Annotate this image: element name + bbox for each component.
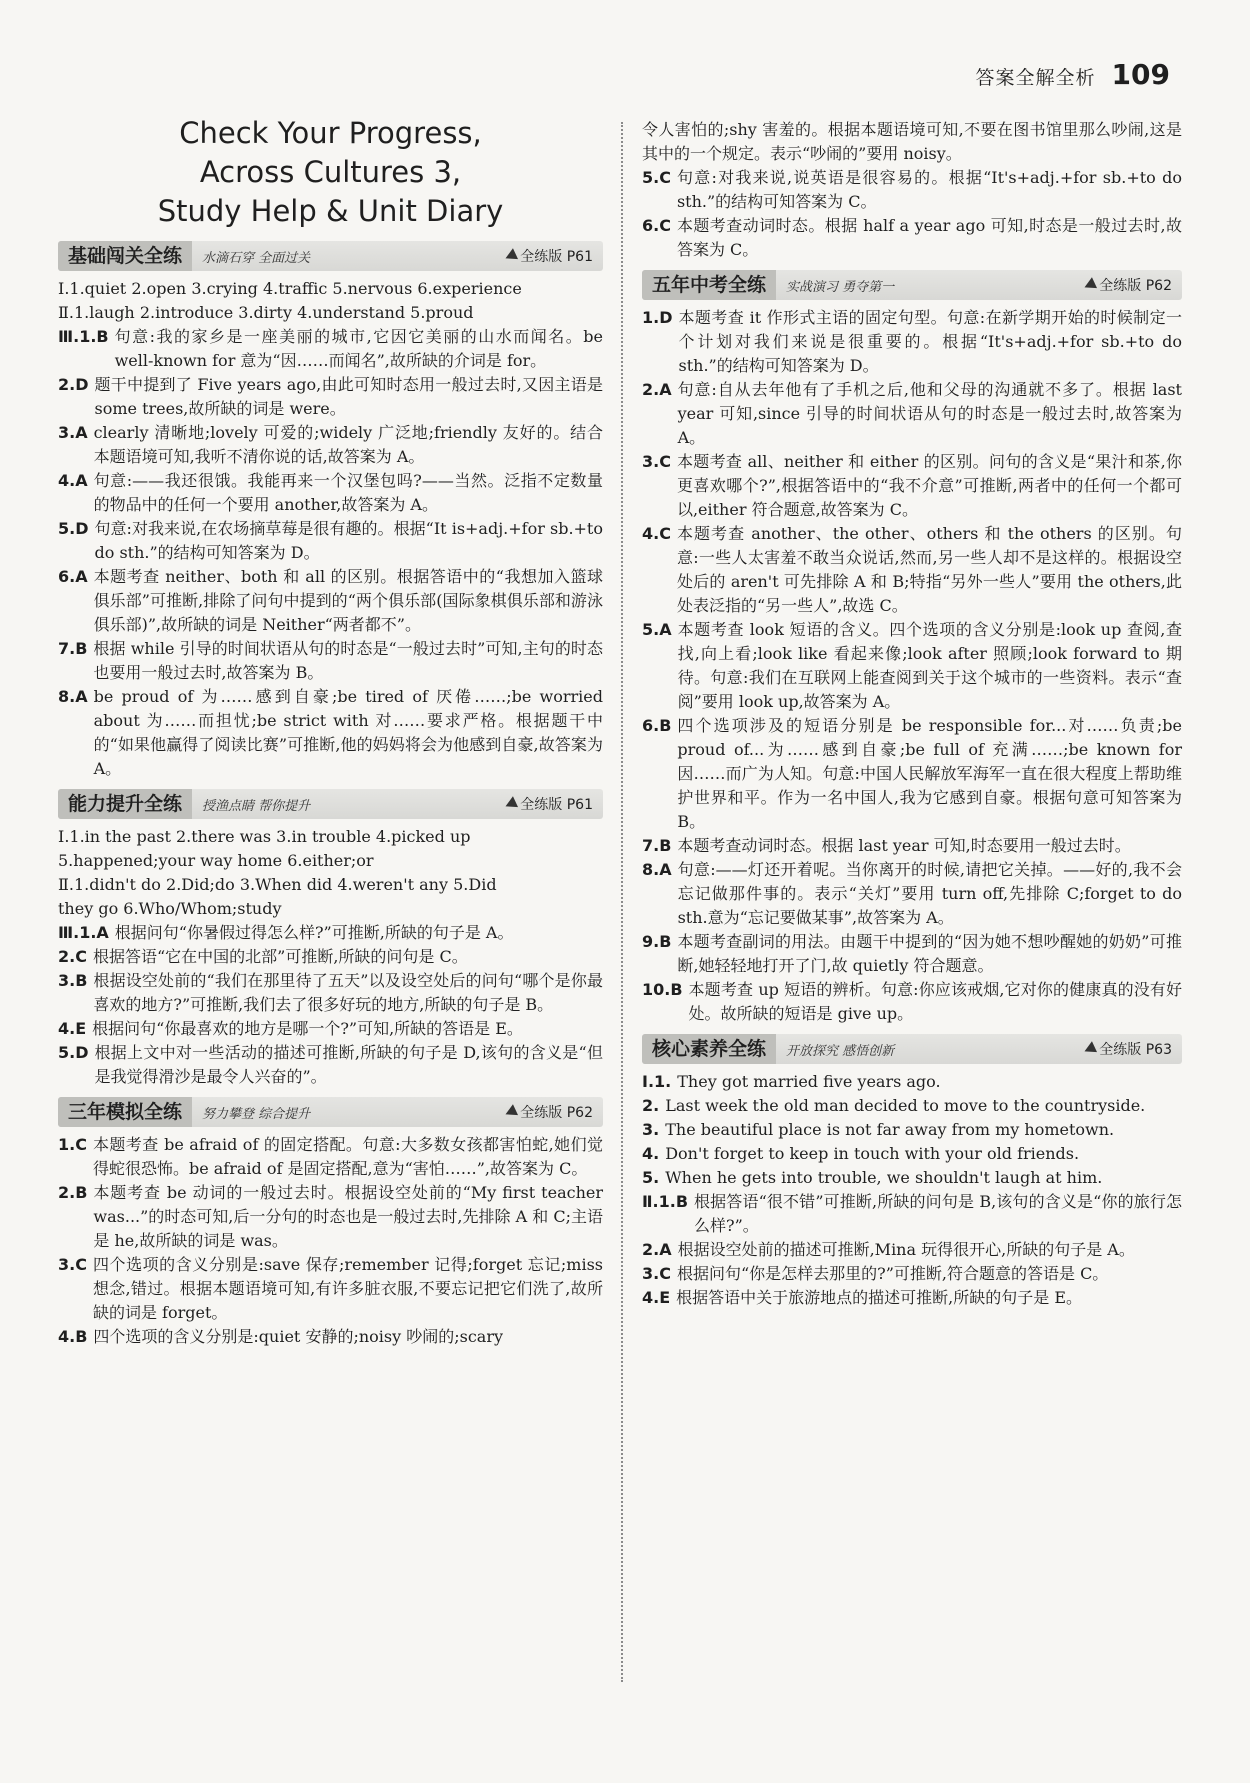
answer-text: 句意:对我来说,在农场摘草莓是很有趣的。根据“It is+adj.+for sb.+to do sth.”的结构可知答案为 D。	[94, 519, 603, 562]
answer-label: 5.D	[58, 1043, 89, 1062]
answer-item	[58, 1041, 603, 1089]
answer-label: 2.	[642, 1096, 660, 1115]
answer-label: 1.D	[642, 308, 673, 327]
answer-item	[642, 166, 1182, 214]
answer-text: 句意:自从去年他有了手机之后,他和父母的沟通就不多了。根据 last year 可知,since 引导的时间状语从句的时态是一般过去时,故答案为 A。	[677, 380, 1182, 447]
answer-label: 2.B	[58, 1183, 88, 1202]
section-ref	[505, 794, 593, 814]
answer-item	[642, 450, 1182, 522]
answer-label: 8.A	[642, 860, 672, 879]
header-title: 答案全解全析	[975, 67, 1096, 89]
section-subtitle: 水滴石穿 全面过关	[202, 250, 311, 266]
answer-text: be proud of 为……感到自豪;be tired of 厌倦……;be worried about 为……而担忧;be strict with 对……要求严格。根据题干中的“如果他赢得了阅读比赛”可推断,他的妈妈将会为他感到自豪,故答案为 A。	[93, 687, 603, 778]
answer-list	[58, 325, 603, 781]
answer-text: 根据答语中关于旅游地点的描述可推断,所缺的句子是 E。	[676, 1288, 1082, 1307]
page-number: 109	[1111, 58, 1170, 91]
page-title	[58, 114, 603, 231]
section-ref-text: 全练版 P61	[520, 249, 593, 265]
answer-item	[58, 1253, 603, 1325]
answer-text: 句意:——我还很饿。我能再来一个汉堡包吗?——当然。泛指不定数量的物品中的任何一个要用 another,故答案为 A。	[93, 471, 603, 514]
section-ref	[1084, 1039, 1172, 1059]
answer-text: Don't forget to keep in touch with your old friends.	[665, 1144, 1080, 1163]
answer-item	[642, 522, 1182, 618]
answer-label: 3.C	[642, 1264, 671, 1283]
answer-label: 2.C	[58, 947, 87, 966]
pointer-icon	[1082, 1041, 1097, 1057]
answer-text: 根据问句“你最喜欢的地方是哪一个?”可知,所缺的答语是 E。	[92, 1019, 523, 1038]
answer-label: 2.A	[642, 380, 672, 399]
answer-item	[642, 1166, 1182, 1190]
right-column	[642, 118, 1182, 1310]
answer-continuation: 令人害怕的;shy 害羞的。根据本题语境可知,不要在图书馆里那么吵闹,这是其中的一个规定。表示“吵闹的”要用 noisy。	[642, 120, 1182, 163]
answer-label: 4.	[642, 1144, 660, 1163]
section-subtitle: 实战演习 勇夺第一	[786, 279, 895, 295]
answer-item	[642, 978, 1182, 1026]
answer-text: 本题考查 another、the other、others 和 the others 的区别。句意:一些人太害羞不敢当众说话,然而,另一些人却不是这样的。根据设空处后的 aren't 可先排除 A 和 B;特指“另外一些人”要用 the others,此处表泛指的“另一些人”,故选 C。	[676, 524, 1182, 615]
section-title: 核心素养全练	[642, 1034, 776, 1064]
answer-list	[642, 306, 1182, 1026]
title-line: Check Your Progress,	[179, 116, 482, 150]
page-header	[976, 58, 1170, 91]
answer-item	[58, 517, 603, 565]
answer-text: 根据 while 引导的时间状语从句的时态是“一般过去时”可知,主句的时态也要用一般过去时,故答案为 B。	[93, 639, 603, 682]
answer-text: They got married five years ago.	[677, 1072, 941, 1091]
answer-text: 本题考查 look 短语的含义。四个选项的含义分别是:look up 查阅,查找,向上看;look like 看起来像;look after 照顾;look forward to 期待。句意:我们在互联网上能查阅到关于这个城市的一些资料。表示“查阅”要用 look up,故答案为 A。	[677, 620, 1182, 711]
section-ref	[1084, 275, 1172, 295]
section-title: 五年中考全练	[642, 270, 776, 300]
section-ref	[505, 1102, 593, 1122]
answer-text: 根据设空处前的“我们在那里待了五天”以及设空处后的问句“哪个是你最喜欢的地方?”可推断,我们去了很多好玩的地方,所缺的句子是 B。	[93, 971, 603, 1014]
answer-row: 5.happened;your way home 6.either;or	[58, 851, 374, 870]
answer-item	[642, 930, 1182, 978]
answer-label: 4.A	[58, 471, 88, 490]
answer-item	[642, 1094, 1182, 1118]
section-header-basic	[58, 241, 603, 271]
answer-text: 根据上文中对一些活动的描述可推断,所缺的句子是 D,该句的含义是“但是我觉得滑沙是最令人兴奋的”。	[94, 1043, 603, 1086]
answer-text: 本题考查 neither、both 和 all 的区别。根据答语中的“我想加入篮球俱乐部”可推断,排除了问句中提到的“两个俱乐部(国际象棋俱乐部和游泳俱乐部)”,故所缺的词是 Neither“两者都不”。	[93, 567, 603, 634]
answer-text: 本题考查 up 短语的辨析。句意:你应该戒烟,它对你的健康真的没有好处。故所缺的短语是 give up。	[688, 980, 1182, 1023]
answer-item	[58, 945, 603, 969]
answer-label: 6.A	[58, 567, 88, 586]
answer-item	[58, 565, 603, 637]
answer-label: 5.	[642, 1168, 660, 1187]
answer-item	[58, 637, 603, 685]
answer-label: Ⅰ.1.	[642, 1072, 672, 1091]
answer-text: The beautiful place is not far away from my hometown.	[665, 1120, 1115, 1139]
answer-item	[642, 378, 1182, 450]
answer-item	[58, 469, 603, 517]
answer-label: 5.D	[58, 519, 89, 538]
column-divider	[621, 122, 623, 1682]
answer-item	[58, 1017, 603, 1041]
title-line: Across Cultures 3,	[199, 155, 462, 189]
section-header-core	[642, 1034, 1182, 1064]
answer-item	[58, 325, 603, 373]
title-line: Study Help & Unit Diary	[157, 194, 504, 228]
answer-text: 题干中提到了 Five years ago,由此可知时态用一般过去时,又因主语是 some trees,故所缺的词是 were。	[94, 375, 603, 418]
left-column	[58, 110, 603, 1349]
answer-label: 7.B	[58, 639, 88, 658]
answer-item	[642, 858, 1182, 930]
answer-label: 10.B	[642, 980, 683, 999]
answer-list	[642, 1070, 1182, 1190]
answer-label: 6.B	[642, 716, 672, 735]
answer-text: 本题考查 be 动词的一般过去时。根据设空处前的“My first teacher was...”的时态可知,后一分句的时态也是一般过去时,先排除 A 和 C;主语是 he,故所缺的词是 was。	[93, 1183, 603, 1250]
section-title: 基础闯关全练	[58, 241, 192, 271]
answer-list	[58, 921, 603, 1089]
pointer-icon	[503, 796, 518, 812]
answer-label: 3.C	[642, 452, 671, 471]
answer-item	[642, 306, 1182, 378]
answer-label: 5.C	[642, 168, 671, 187]
section-ref	[505, 246, 593, 266]
section-title: 能力提升全练	[58, 789, 192, 819]
answer-list	[58, 1133, 603, 1349]
section-subtitle: 授渔点睛 帮你提升	[202, 798, 311, 814]
answer-label: 1.C	[58, 1135, 87, 1154]
answer-item	[58, 1133, 603, 1181]
answer-item	[58, 921, 603, 945]
answer-item	[642, 1262, 1182, 1286]
section-ref-text: 全练版 P63	[1099, 1042, 1172, 1058]
answer-text: 本题考查 it 作形式主语的固定句型。句意:在新学期开始的时候制定一个计划对我们来说是很重要的。根据“It's+adj.+for sb.+to do sth.”的结构可知答案为 D。	[678, 308, 1182, 375]
answer-label: 6.C	[642, 216, 671, 235]
answer-item	[58, 373, 603, 421]
answer-text: 四个选项的含义分别是:save 保存;remember 记得;forget 忘记;miss 想念,错过。根据本题语境可知,有许多脏衣服,不要忘记把它们洗了,故所缺的词是 forget。	[92, 1255, 603, 1322]
answer-label: 8.A	[58, 687, 88, 706]
answer-label: 3.A	[58, 423, 88, 442]
section-ref-text: 全练版 P61	[520, 797, 593, 813]
answer-label: 4.E	[642, 1288, 671, 1307]
answer-label: 4.E	[58, 1019, 87, 1038]
answer-text: 本题考查副词的用法。由题干中提到的“因为她不想吵醒她的奶奶”可推断,她轻轻地打开了门,故 quietly 符合题意。	[677, 932, 1182, 975]
section-ref-text: 全练版 P62	[1099, 278, 1172, 294]
answer-text: 句意:我的家乡是一座美丽的城市,它因它美丽的山水而闻名。be well-known for 意为“因……而闻名”,故所缺的介词是 for。	[114, 327, 603, 370]
answer-text: 句意:对我来说,说英语是很容易的。根据“It's+adj.+for sb.+to do sth.”的结构可知答案为 C。	[676, 168, 1182, 211]
answer-item	[642, 618, 1182, 714]
answer-text: Last week the old man decided to move to the countryside.	[665, 1096, 1146, 1115]
answer-text: 根据设空处前的描述可推断,Mina 玩得很开心,所缺的句子是 A。	[677, 1240, 1135, 1259]
answer-item	[642, 834, 1182, 858]
answer-text: clearly 清晰地;lovely 可爱的;widely 广泛地;friendly 友好的。结合本题语境可知,我听不清你说的话,故答案为 A。	[93, 423, 603, 466]
answer-text: 四个选项的含义分别是:quiet 安静的;noisy 吵闹的;scary	[93, 1327, 504, 1346]
answer-list	[642, 1190, 1182, 1310]
answer-label: Ⅲ.1.A	[58, 923, 109, 942]
answer-label: 2.D	[58, 375, 89, 394]
answer-label: 3.B	[58, 971, 88, 990]
answer-row: Ⅰ.1.quiet 2.open 3.crying 4.traffic 5.nervous 6.experience	[58, 279, 522, 298]
section-subtitle: 努力攀登 综合提升	[202, 1106, 311, 1122]
section-header-five-year	[642, 270, 1182, 300]
answer-item	[58, 1181, 603, 1253]
answer-item	[642, 1190, 1182, 1238]
answer-label: Ⅱ.1.B	[642, 1192, 689, 1211]
answer-label: 5.A	[642, 620, 672, 639]
answer-item	[58, 685, 603, 781]
answer-item	[642, 1238, 1182, 1262]
pointer-icon	[1082, 277, 1097, 293]
answer-text: 四个选项涉及的短语分别是 be responsible for...对……负责;be proud of...为……感到自豪;be full of 充满……;be known for 因……而广为人知。句意:中国人民解放军海军一直在很大程度上帮助维护世界和平。作为一名中国人,我为它感到自豪。根据句意可知答案为 B。	[677, 716, 1182, 831]
answer-row: Ⅱ.1.laugh 2.introduce 3.dirty 4.understand 5.proud	[58, 303, 474, 322]
answer-text: 根据问句“你暑假过得怎么样?”可推断,所缺的句子是 A。	[114, 923, 514, 942]
answer-text: 根据答语“很不错”可推断,所缺的问句是 B,该句的含义是“你的旅行怎么样?”。	[694, 1192, 1182, 1235]
answer-text: 本题考查 all、neither 和 either 的区别。问句的含义是“果汁和茶,你更喜欢哪个?”,根据答语中的“我不介意”可推断,两者中的任何一个都可以,either 符合题意,故答案为 C。	[676, 452, 1182, 519]
section-ref-text: 全练版 P62	[520, 1105, 593, 1121]
answer-text: 本题考查动词时态。根据 half a year ago 可知,时态是一般过去时,故答案为 C。	[676, 216, 1182, 259]
answer-list	[642, 166, 1182, 262]
answer-item	[642, 1118, 1182, 1142]
answer-label: 2.A	[642, 1240, 672, 1259]
answer-item	[58, 969, 603, 1017]
answer-label: Ⅲ.1.B	[58, 327, 109, 346]
answer-label: 4.C	[642, 524, 671, 543]
pointer-icon	[503, 248, 518, 264]
answer-text: 本题考查动词时态。根据 last year 可知,时态要用一般过去时。	[677, 836, 1131, 855]
answer-text: 本题考查 be afraid of 的固定搭配。句意:大多数女孩都害怕蛇,她们觉得蛇很恐怖。be afraid of 是固定搭配,意为“害怕……”,故答案为 C。	[92, 1135, 603, 1178]
answer-text: 句意:——灯还开着呢。当你离开的时候,请把它关掉。——好的,我不会忘记做那件事的。表示“关灯”要用 turn off,先排除 C;forget to do sth.意为“忘记要做某事”,故答案为 A。	[677, 860, 1182, 927]
answer-item	[58, 421, 603, 469]
answer-label: 4.B	[58, 1327, 88, 1346]
answer-item	[58, 1325, 603, 1349]
section-header-ability	[58, 789, 603, 819]
answer-label: 3.C	[58, 1255, 87, 1274]
answer-text: 根据答语“它在中国的北部”可推断,所缺的问句是 C。	[92, 947, 468, 966]
answer-row: they go 6.Who/Whom;study	[58, 899, 282, 918]
section-header-three-year	[58, 1097, 603, 1127]
section-subtitle: 开放探究 感悟创新	[786, 1043, 895, 1059]
answer-item	[642, 1286, 1182, 1310]
answer-item	[642, 714, 1182, 834]
pointer-icon	[503, 1104, 518, 1120]
answer-label: 7.B	[642, 836, 672, 855]
answer-item	[642, 1070, 1182, 1094]
answer-row: Ⅱ.1.didn't do 2.Did;do 3.When did 4.weren't any 5.Did	[58, 875, 497, 894]
answer-label: 3.	[642, 1120, 660, 1139]
answer-text: 根据问句“你是怎样去那里的?”可推断,符合题意的答语是 C。	[676, 1264, 1109, 1283]
answer-item	[642, 214, 1182, 262]
answer-item	[642, 1142, 1182, 1166]
answer-text: When he gets into trouble, we shouldn't laugh at him.	[665, 1168, 1103, 1187]
section-title: 三年模拟全练	[58, 1097, 192, 1127]
answer-label: 9.B	[642, 932, 672, 951]
answer-row: Ⅰ.1.in the past 2.there was 3.in trouble 4.picked up	[58, 827, 471, 846]
